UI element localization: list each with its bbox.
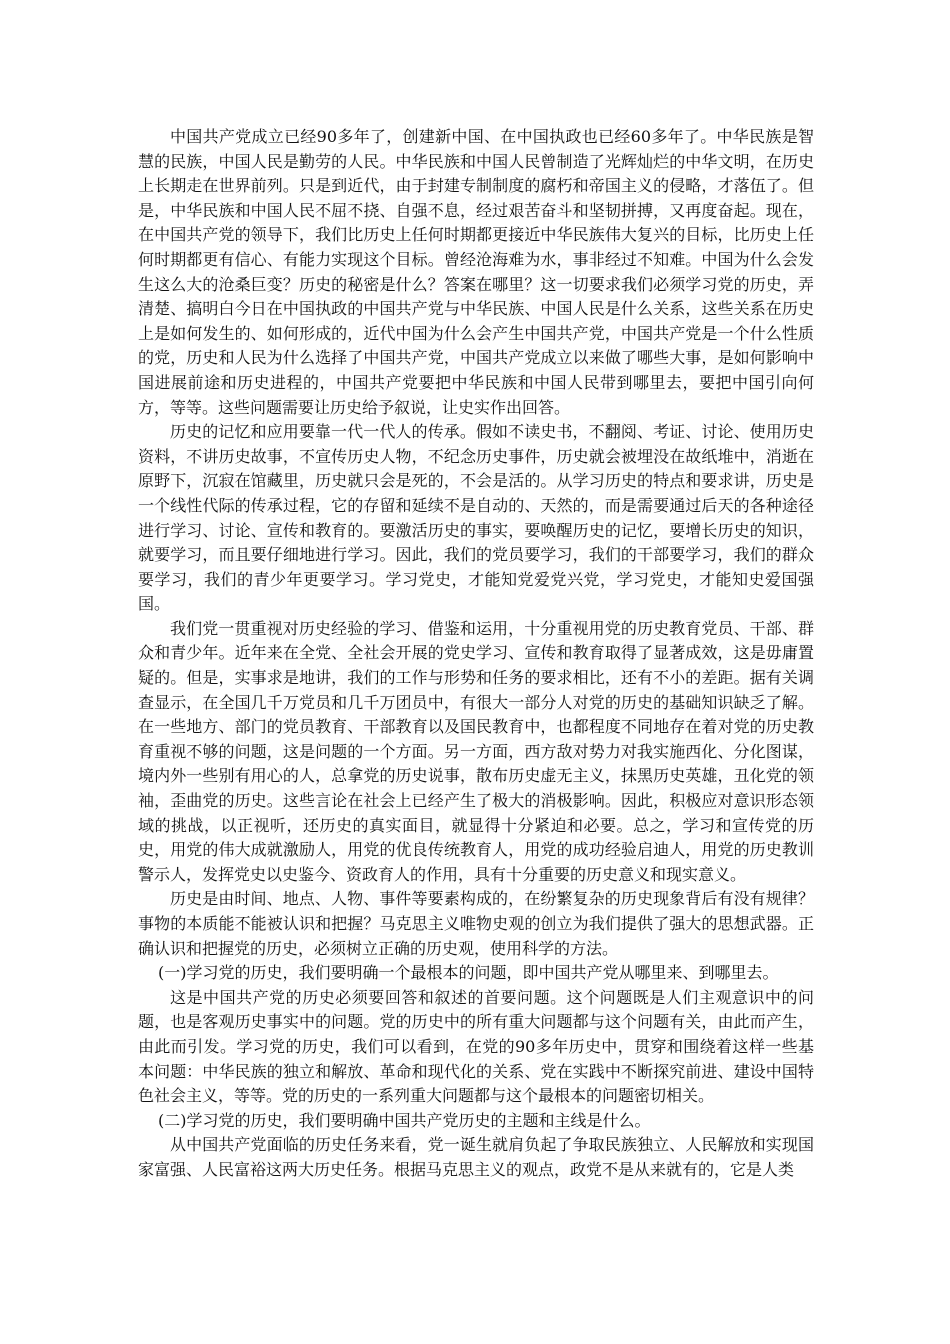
section-heading-2: (二)学习党的历史，我们要明确中国共产党历史的主题和主线是什么。 (158, 1110, 651, 1130)
paragraph-2: 历史的记忆和应用要靠一代一代人的传承。假如不读史书，不翻阅、考证、讨论、使用历史资料，不讲历史故事，不宣传历史人物，不纪念历史事件，历史就会被埋没在故纸堆中，消逝在原野下，沉寂在馆藏里，历史就只会是死的，不会是活的。从学习历史的特点和要求讲，历史是一个线性代际的传承过程，它的存留和延续不是自动的、天然的，而是需要通过后天的各种途径进行学习、讨论、宣传和教育的。要激活历史的事实，要唤醒历史的记忆，要增长历史的知识，就要学习，而且要仔细地进行学习。因此，我们的党员要学习，我们的干部要学习，我们的群众要学习，我们的青少年更要学习。学习党史，才能知党爱党兴党，学习党史，才能知史爱国强国。 (138, 422, 814, 614)
paragraph-1: 中国共产党成立已经90多年了，创建新中国、在中国执政也已经60多年了。中华民族是智慧的民族，中国人民是勤劳的人民。中华民族和中国人民曾制造了光辉灿烂的中华文明，在历史上长期走在世界前列。只是到近代，由于封建专制制度的腐朽和帝国主义的侵略，才落伍了。但是，中华民族和中国人民不屈不挠、自强不息，经过艰苦奋斗和坚韧拼搏，又再度奋起。现在，在中国共产党的领导下，我们比历史上任何时期都更接近中华民族伟大复兴的目标，比历史上任何时期都更有信心、有能力实现这个目标。曾经沧海难为水，事非经过不知难。中国为什么会发生这么大的沧桑巨变？历史的秘密是什么？答案在哪里？这一切要求我们必须学习党的历史，弄清楚、搞明白今日在中国执政的中国共产党与中华民族、中国人民是什么关系，这些关系在历史上是如何发生的、如何形成的，近代中国为什么会产生中国共产党，中国共产党是一个什么性质的党，历史和人民为什么选择了中国共产党，中国共产党成立以来做了哪些大事，是如何影响中国进展前途和历史进程的，中国共产党要把中华民族和中国人民带到哪里去，要把中国引向何方，等等。这些问题需要让历史给予叙说，让史实作出回答。 (138, 127, 814, 417)
document-body (138, 125, 814, 1183)
paragraph-6: 从中国共产党面临的历史任务来看，党一诞生就肩负起了争取民族独立、人民解放和实现国家富强、人民富裕这两大历史任务。根据马克思主义的观点，政党不是从来就有的，它是人类 (138, 1135, 814, 1179)
paragraph-3: 我们党一贯重视对历史经验的学习、借鉴和运用，十分重视用党的历史教育党员、干部、群众和青少年。近年来在全党、全社会开展的党史学习、宣传和教育取得了显著成效，这是毋庸置疑的。但是，实事求是地讲，我们的工作与形势和任务的要求相比，还有不小的差距。据有关调查显示，在全国几千万党员和几千万团员中，有很大一部分人对党的历史的基础知识缺乏了解。在一些地方、部门的党员教育、干部教育以及国民教育中，也都程度不同地存在着对党的历史教育重视不够的问题，这是问题的一个方面。另一方面，西方敌对势力对我实施西化、分化图谋，境内外一些别有用心的人，总拿党的历史说事，散布历史虚无主义，抹黑历史英雄，丑化党的领袖，歪曲党的历史。这些言论在社会上已经产生了极大的消极影响。因此，积极应对意识形态领域的挑战，以正视听，还历史的真实面目，就显得十分紧迫和必要。总之，学习和宣传党的历史，用党的伟大成就激励人，用党的优良传统教育人，用党的成功经验启迪人，用党的历史教训警示人，发挥党史以史鉴今、资政育人的作用，具有十分重要的历史意义和现实意义。 (138, 618, 814, 884)
paragraph-4: 历史是由时间、地点、人物、事件等要素构成的，在纷繁复杂的历史现象背后有没有规律？事物的本质能不能被认识和把握？马克思主义唯物史观的创立为我们提供了强大的思想武器。正确认识和把握党的历史，必须树立正确的历史观，使用科学的方法。 (138, 889, 814, 958)
section-heading-1: (一)学习党的历史，我们要明确一个最根本的问题，即中国共产党从哪里来、到哪里去。 (158, 963, 779, 983)
paragraph-5: 这是中国共产党的历史必须要回答和叙述的首要问题。这个问题既是人们主观意识中的问题，也是客观历史事实中的问题。党的历史中的所有重大问题都与这个问题有关，由此而产生，由此而引发。学习党的历史，我们可以看到，在党的90多年历史中，贯穿和围绕着这样一些基本问题：中华民族的独立和解放、革命和现代化的关系、党在实践中不断探究前进、建设中国特色社会主义，等等。党的历史的一系列重大问题都与这个最根本的问题密切相关。 (138, 987, 814, 1106)
